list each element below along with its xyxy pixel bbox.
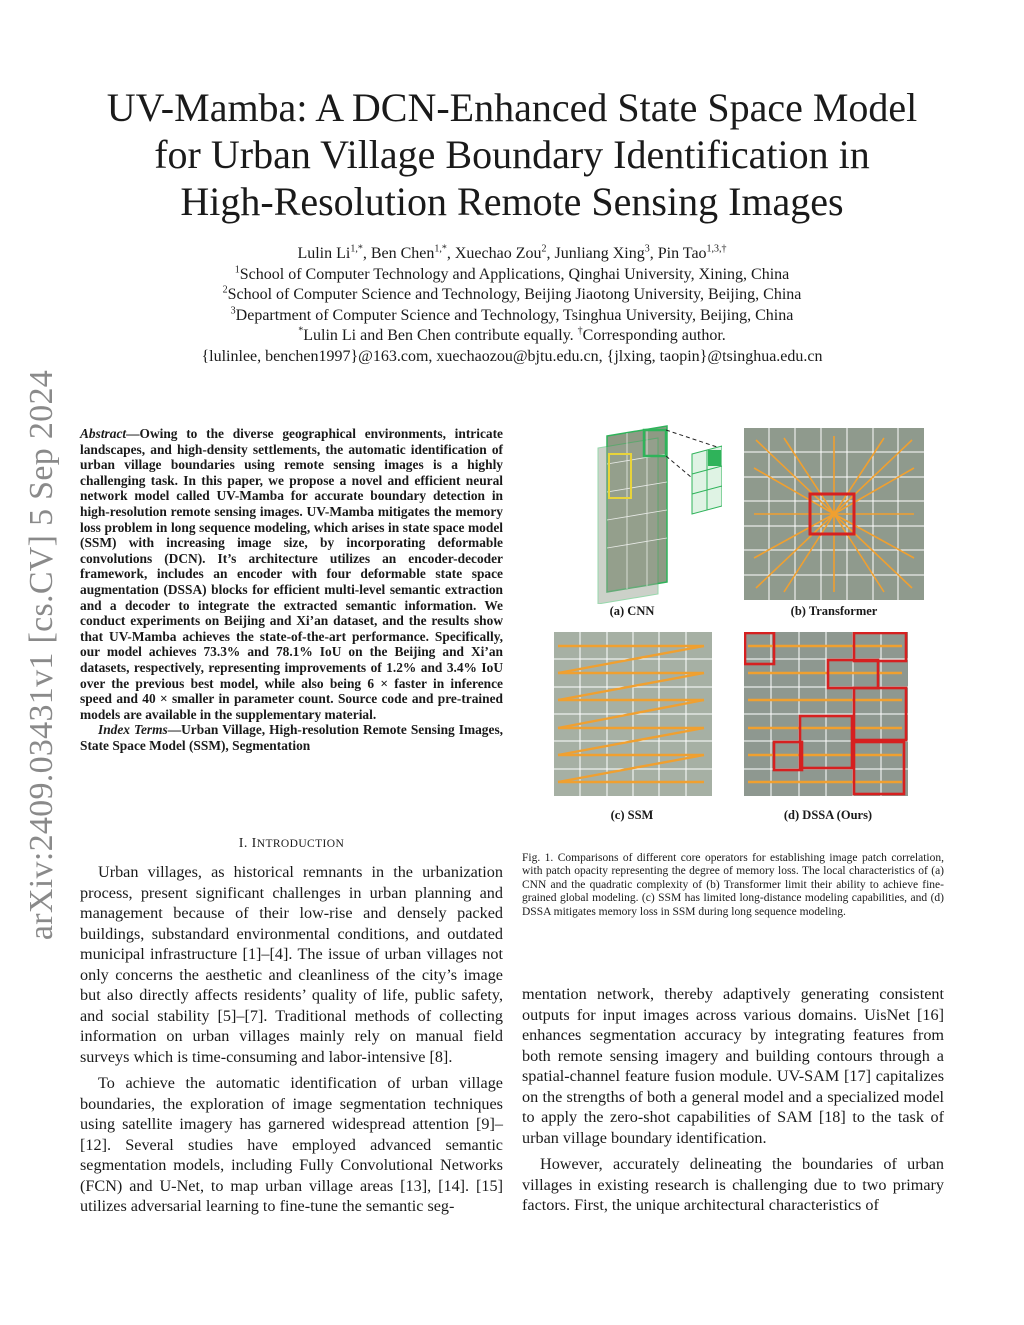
paragraph: Urban villages, as historical remnants in the urbanization process, present significant challenges in urban planning and management because of their low-rise and densely packed buildings, substandard environmental conditions, and outdated municipal infrastructure [1]–[4]. The issue of urban villages not only concerns the aesthetic and cleanliness of the city’s image but also directly affects residents’ quality of life, public safety, and social stability [5]–[7]. Traditional methods of collecting information on urban villages mainly rely on manual field surveys which is time-consuming and labor-intensive [8]. bbox=[80, 863, 503, 1066]
author-name: Lulin Li bbox=[297, 245, 351, 262]
affiliation-1: $^1$School of Computer Technology and Applications, Qinghai University, Xining, China bbox=[234, 264, 790, 283]
title-line-2: for Urban Village Boundary Identification in bbox=[154, 132, 870, 177]
abstract-label: Abstract bbox=[80, 426, 127, 441]
contribution-note: *Lulin Li and Ben Chen contribute equally. †Corresponding author. bbox=[298, 325, 726, 344]
panel-label-cnn: (a) CNN bbox=[609, 604, 655, 618]
ssm-panel bbox=[554, 632, 712, 796]
author-name: Pin Tao bbox=[657, 245, 707, 262]
author-sup: 1,* bbox=[434, 243, 447, 255]
feature-grid bbox=[692, 446, 722, 514]
author-name: Ben Chen bbox=[370, 245, 435, 262]
abstract bbox=[80, 426, 503, 753]
transformer-panel bbox=[744, 428, 924, 600]
panel-label-transformer: (b) Transformer bbox=[790, 604, 878, 618]
paper-title bbox=[80, 84, 944, 225]
dssa-panel bbox=[744, 632, 908, 796]
panel-label-ssm: (c) SSM bbox=[610, 808, 654, 822]
title-line-1: UV-Mamba: A DCN-Enhanced State Space Model bbox=[106, 85, 918, 130]
affiliation-2: $^2$School of Computer Science and Technology, Beijing Jiaotong University, Beijing, China bbox=[222, 284, 802, 303]
figure-1 bbox=[522, 424, 944, 828]
body-column-left bbox=[80, 862, 503, 1223]
author-name: Junliang Xing bbox=[554, 245, 645, 262]
author-block bbox=[80, 244, 944, 367]
panel-label-dssa: (d) DSSA (Ours) bbox=[783, 808, 873, 822]
author-emails: {lulinlee, benchen1997}@163.com, xuechaozou@bjtu.edu.cn, {jlxing, taopin}@tsinghua.edu.cn bbox=[201, 347, 823, 365]
index-terms-label: Index Terms bbox=[98, 722, 168, 738]
author-sup: 1,* bbox=[350, 243, 363, 255]
author-name: Xuechao Zou bbox=[454, 245, 542, 262]
arxiv-identifier: arXiv:2409.03431v1 [cs.CV] 5 Sep 2024 bbox=[23, 369, 60, 941]
title-line-3: High-Resolution Remote Sensing Images bbox=[180, 179, 844, 224]
paragraph: To achieve the automatic identification of urban village boundaries, the exploration of image segmentation techniques using satellite imagery has garnered widespread attention [9]–[12]. Several studies have employed advanced semantic segmentation models, including Fully Convolutional Networks (FCN) and U-Net, to map urban village areas [13], [14]. [15] utilizes adversarial learning to fine-tune the semantic seg- bbox=[80, 1074, 503, 1215]
paragraph: However, accurately delineating the boundaries of urban villages in existing research is challenging due to two primary factors. First, the unique architectural characteristics of bbox=[522, 1155, 944, 1214]
author-sup: 2 bbox=[541, 243, 547, 255]
abstract-text: —Owing to the diverse geographical environments, intricate landscapes, and high-density settlements, the automatic identification of urban village boundaries using remote sensing images is a highly challenging task. In this paper, we propose a novel and efficient neural network model called UV-Mamba for accurate boundary detection in high-resolution remote sensing images. UV-Mamba mitigates the memory loss problem in long sequence modeling, which arises in state space model (SSM) with increasing image size, by incorporating deformable convolutions (DCN). It’s architecture utilizes an encoder-decoder framework, includes an encoder with four deformable state space augmentation (DSSA) blocks for efficient multi-level semantic extraction and a decoder to integrate the extracted semantic information. We conduct experiments on Beijing and Xi’an dataset, and the results show that UV-Mamba achieves the state-of-the-art performance. Specifically, our model achieves 73.3% and 78.1% IoU on the Beijing and Xi’an datasets, respectively, representing improvements of 1.2% and 3.4% IoU over the previous best model, while also being 6 × faster in inference speed and 40 × smaller in parameter count. Source code and pre-trained models are available in the supplementary material. bbox=[80, 426, 503, 722]
arxiv-sidebar bbox=[18, 360, 66, 950]
cnn-panel bbox=[532, 424, 722, 604]
author-names: Lulin $Li^{1,*}$, Ben Chen$^{1,*}$, Xuechao Zou$^2$, Junliang Xing$^3$, Pin Tao$^{1,3,\dagger}$ bbox=[297, 243, 727, 262]
image-plane-back bbox=[598, 438, 658, 604]
index-terms-text: —Urban Village, High-resolution Remote Sensing Images, State Space Model (SSM), Segmentation bbox=[80, 722, 504, 753]
figure-caption: Fig. 1. Comparisons of different core operators for establishing image patch correlation, with patch opacity representing the degree of memory loss. The local characteristics of (a) CNN and the quadratic complexity of (b) Transformer limit their ability to achieve fine-grained global modeling. (c) SSM has limited long-distance modeling capabilities, and (d) DSSA mitigates memory loss in SSM during long sequence modeling. bbox=[522, 852, 944, 918]
paragraph: mentation network, thereby adaptively generating consistent outputs for input images across various domains. UisNet [16] enhances segmentation accuracy by integrating features from both remote sensing imagery and building contours through a spatial-channel feature fusion module. UV-SAM [17] capitalizes on the strengths of both a general model and a specialized model to apply the zero-shot capabilities of SAM [18] to the task of urban village boundary identification. bbox=[522, 985, 944, 1147]
affiliation-3: $^3$Department of Computer Science and Technology, Tsinghua University, Beijing, China bbox=[230, 305, 794, 324]
section-heading-introduction: I. INTRODUCTION bbox=[238, 836, 345, 851]
author-sup: 1,3,† bbox=[706, 243, 727, 255]
author-sup: 3 bbox=[644, 243, 650, 255]
body-column-right bbox=[522, 984, 944, 1222]
